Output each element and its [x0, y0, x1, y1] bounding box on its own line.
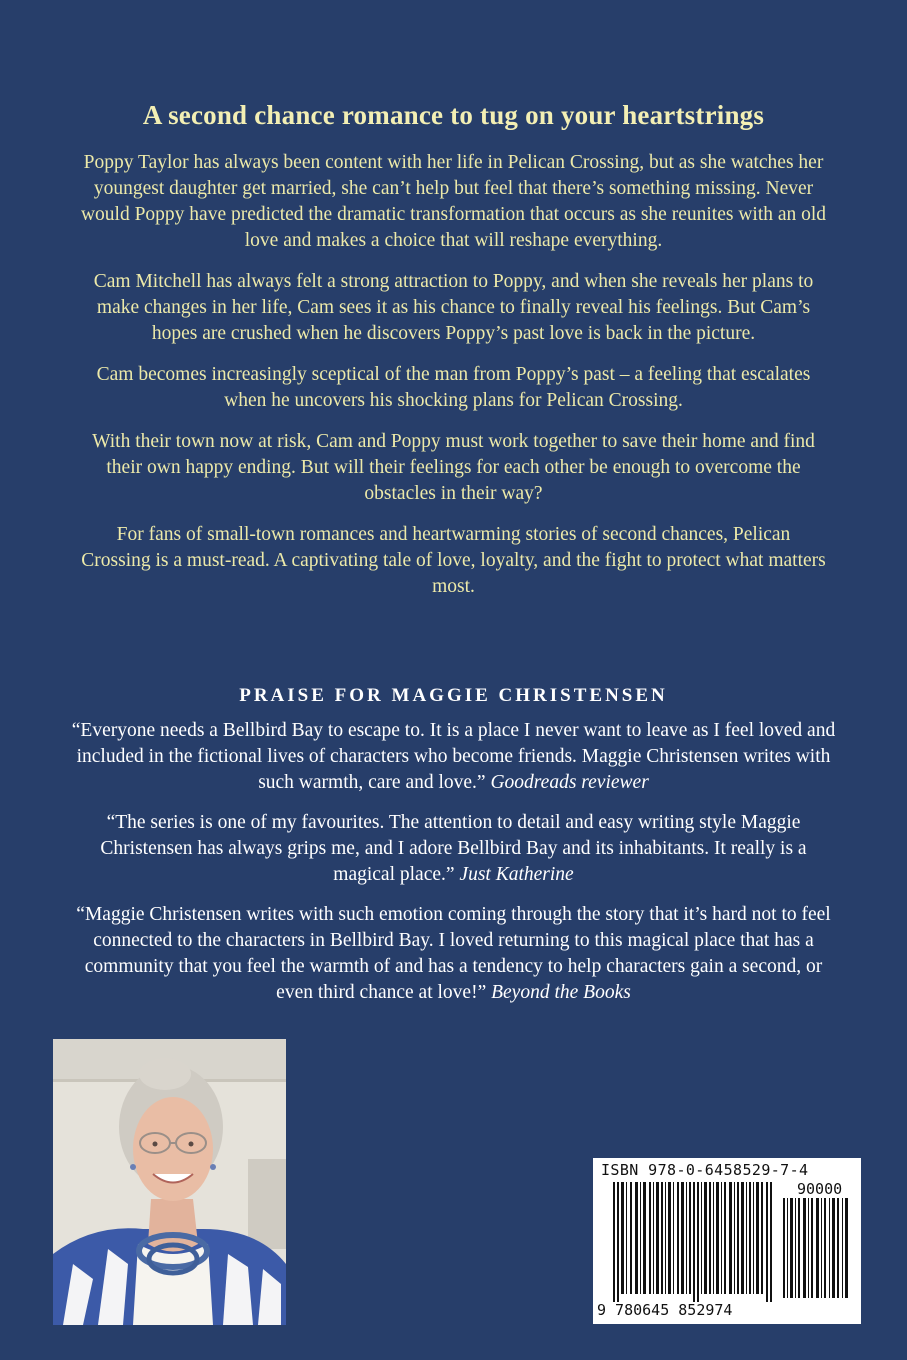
review-quote: “The series is one of my favourites. The attention to detail and easy writing style Maggie Christensen has always grips me, and I adore Bellbird Bay and its inhabitants. It really is a magical place.”	[100, 812, 807, 885]
tagline: A second chance romance to tug on your heartstrings	[142, 100, 765, 130]
barcode-digits: 9 780645 852974	[597, 1301, 733, 1319]
review	[70, 902, 837, 1006]
review-source: Goodreads reviewer	[490, 772, 649, 793]
review-quote: “Everyone needs a Bellbird Bay to escape to. It is a place I never want to leave as I feel loved and included in the fictional lives of characters who become friends. Maggie Christensen writes with such warmth, care and love.”	[71, 720, 836, 793]
barcode-bars	[593, 1158, 861, 1324]
blurb-paragraph: Cam Mitchell has always felt a strong attraction to Poppy, and when she reveals her plans to make changes in her life, Cam sees it as his chance to finally reveal his feelings. But Cam’s hopes are crushed when he discovers Poppy’s past love is back in the picture.	[93, 271, 814, 344]
praise-heading: PRAISE FOR MAGGIE CHRISTENSEN	[239, 685, 668, 706]
blurb-paragraph: With their town now at risk, Cam and Poppy must work together to save their home and find their own happy ending. But will their feelings for each other be enough to overcome the obstacles in their way?	[92, 431, 815, 504]
blurb	[80, 150, 827, 615]
price-code: 90000	[797, 1180, 843, 1198]
blurb-paragraph: Poppy Taylor has always been content with her life in Pelican Crossing, but as she watches her youngest daughter get married, she can’t help but feel that there’s something missing. Never would Poppy have predicted the dramatic transformation that occurs as she reunites with an old love and makes a choice that will reshape everything.	[80, 152, 827, 251]
review-source: Beyond the Books	[491, 982, 631, 1003]
review	[70, 718, 837, 796]
isbn-barcode	[593, 1158, 861, 1324]
author-portrait-illustration	[53, 1039, 286, 1325]
review-source: Just Katherine	[459, 864, 574, 885]
isbn-label: ISBN 978-0-6458529-7-4	[601, 1161, 809, 1179]
review	[70, 810, 837, 888]
author-photo	[53, 1039, 286, 1325]
blurb-paragraph: For fans of small-town romances and heartwarming stories of second chances, Pelican Crossing is a must-read. A captivating tale of love, loyalty, and the fight to protect what matters most.	[81, 524, 826, 597]
reviews	[70, 718, 837, 1020]
blurb-paragraph: Cam becomes increasingly sceptical of the man from Poppy’s past – a feeling that escalates when he uncovers his shocking plans for Pelican Crossing.	[96, 364, 811, 411]
review-quote: “Maggie Christensen writes with such emotion coming through the story that it’s hard not to feel connected to the characters in Bellbird Bay. I loved returning to this magical place that has a community that you feel the warmth of and has a tendency to help characters gain a second, or even third chance at love!”	[76, 904, 831, 1003]
